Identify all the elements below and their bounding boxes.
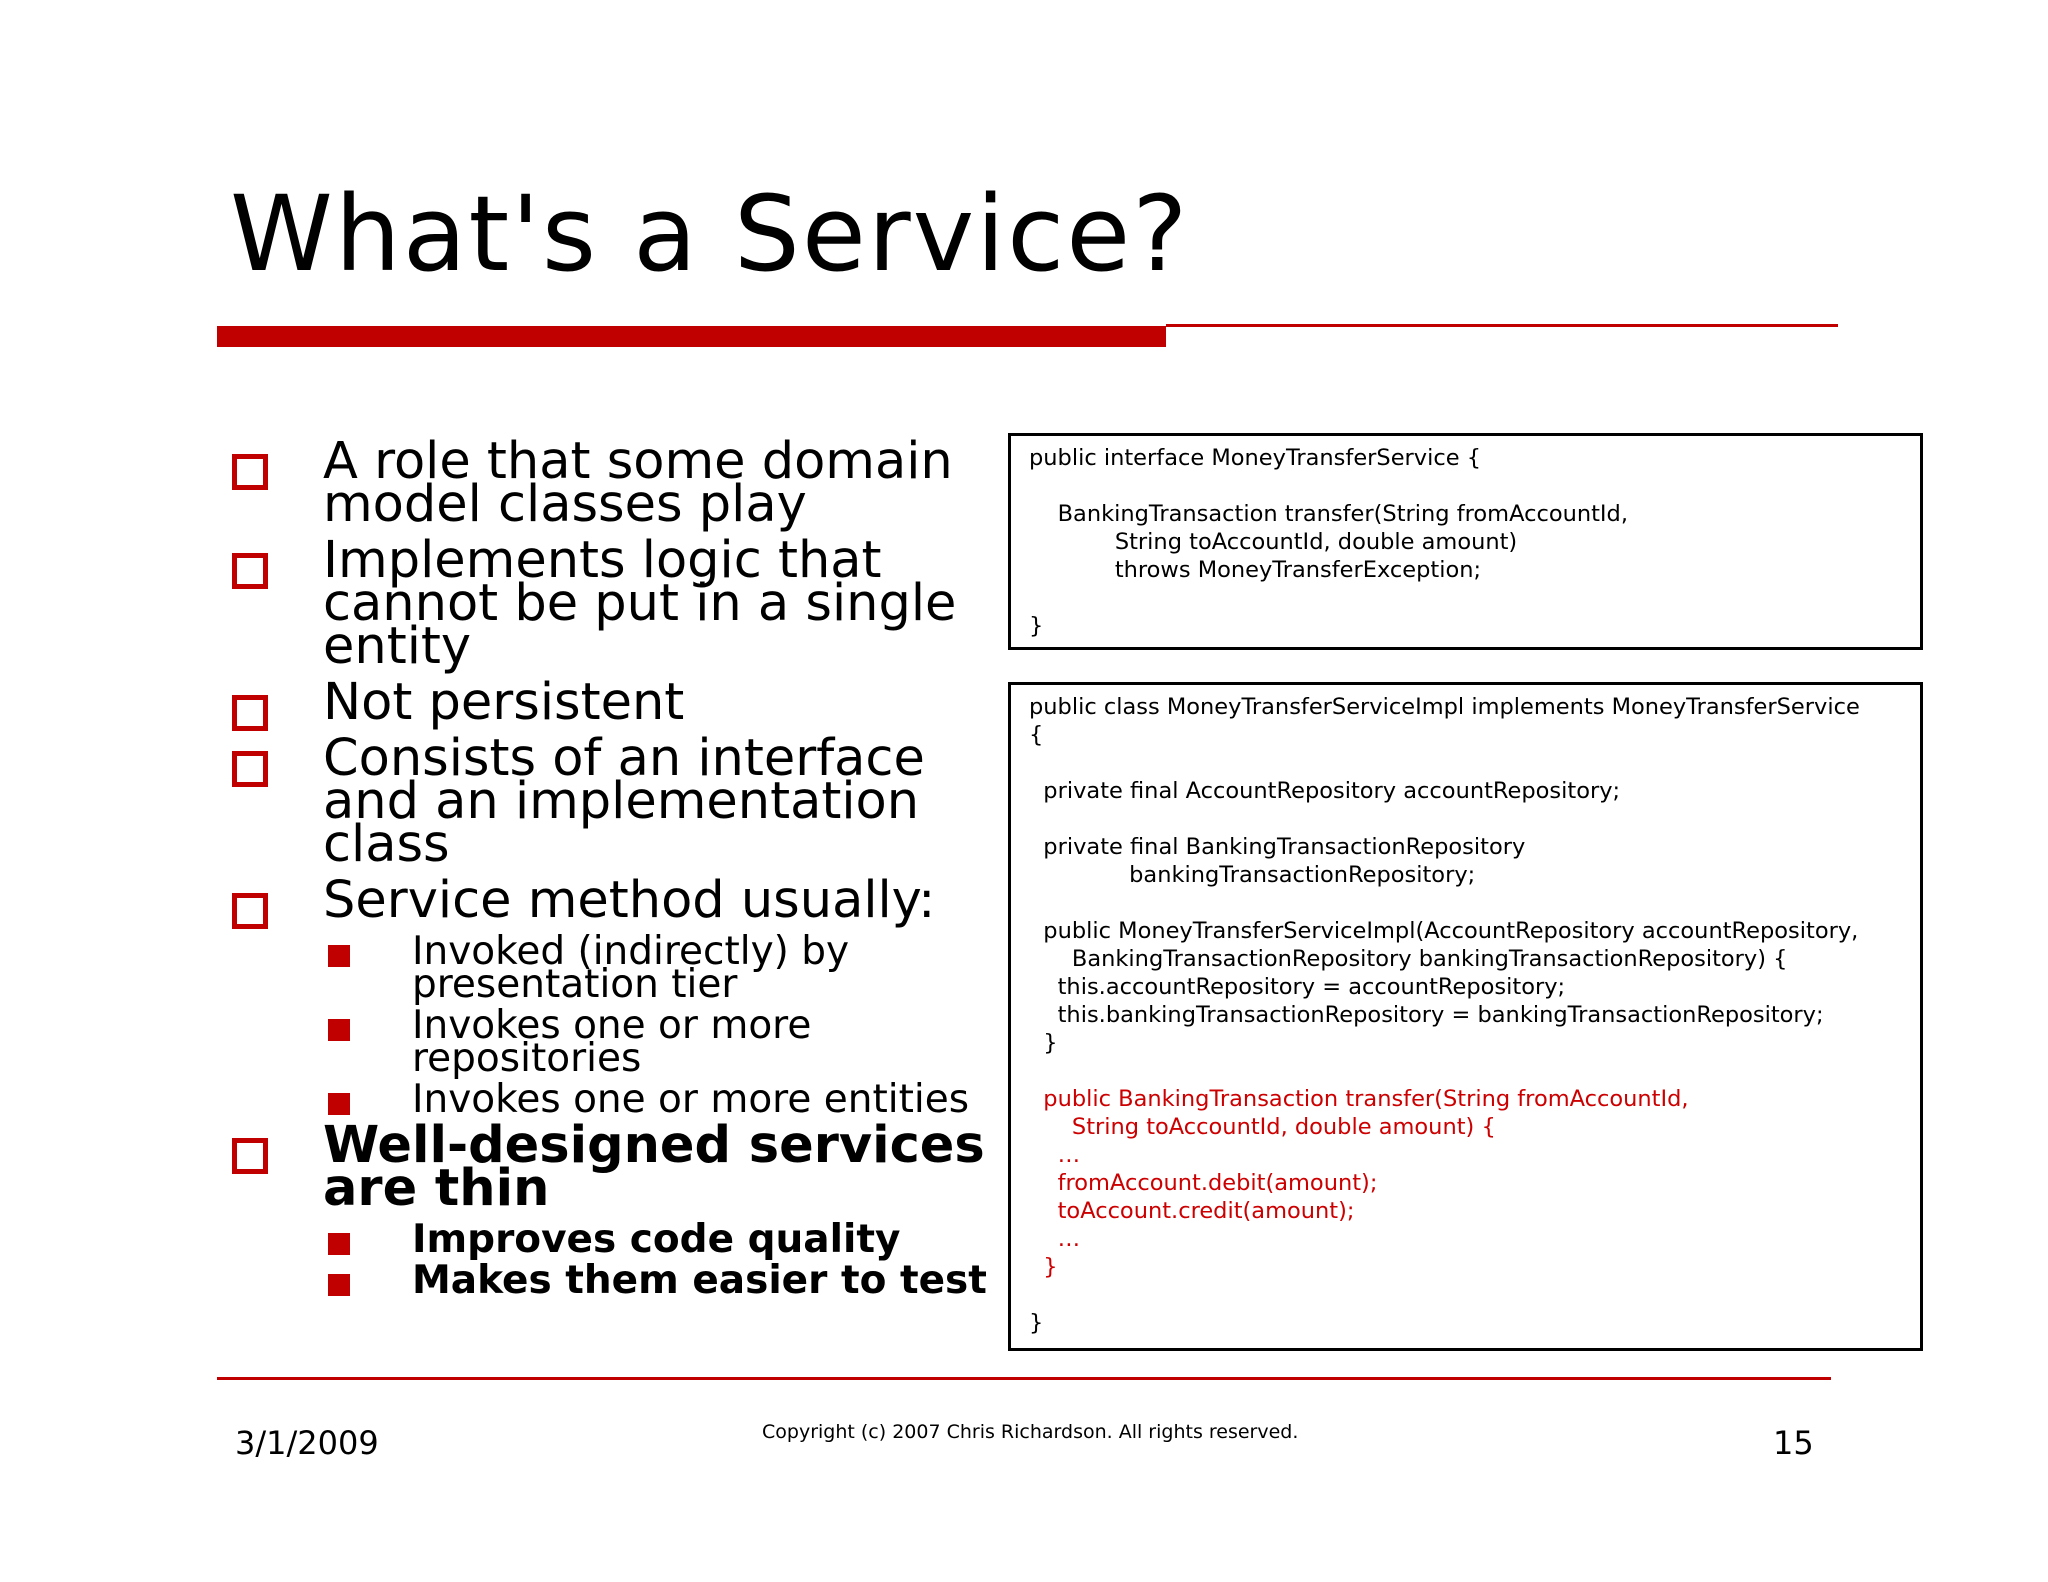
sub-bullet-text-line: Makes them easier to test: [412, 1258, 987, 1303]
bullet-item: [230, 531, 1000, 676]
bullet-text-line: model classes play: [323, 475, 807, 534]
sub-bullet-item: [230, 1258, 1000, 1303]
filled-square-bullet-icon: [328, 1093, 350, 1115]
code-line: fromAccount.debit(amount);: [1029, 1170, 1378, 1196]
bullet-text-line: entity: [323, 617, 472, 676]
code-line: {: [1029, 722, 1044, 748]
code-line: [1029, 584, 1906, 612]
code-line: public class MoneyTransferServiceImpl implements MoneyTransferService: [1029, 694, 1860, 720]
hollow-square-bullet-icon: [232, 1138, 268, 1174]
code-line: }: [1029, 1254, 1058, 1280]
sub-bullet-item: [230, 1217, 1000, 1262]
code-line: [1029, 1057, 1906, 1085]
code-line: …: [1029, 1142, 1081, 1168]
filled-square-bullet-icon: [328, 1019, 350, 1041]
filled-square-bullet-icon: [328, 945, 350, 967]
code-line: String toAccountId, double amount): [1029, 529, 1518, 555]
bullet-text-line: class: [323, 815, 450, 874]
interface-code-box: [1008, 433, 1923, 650]
implementation-code-box: [1008, 682, 1923, 1351]
title-underline-thin: [1166, 324, 1838, 327]
bullet-text-line: Consists of an interface: [323, 729, 925, 788]
code-line: this.accountRepository = accountRepository;: [1029, 974, 1566, 1000]
code-line: bankingTransactionRepository;: [1029, 862, 1476, 888]
sub-bullet-text-line: Invokes one or more: [412, 1003, 812, 1048]
bullet-text-line: Not persistent: [323, 673, 685, 732]
code-line: private final AccountRepository accountRepository;: [1029, 778, 1621, 804]
code-line: }: [1029, 1310, 1044, 1336]
bullet-item: [230, 432, 1000, 534]
footer-divider: [217, 1377, 1831, 1380]
footer-date: 3/1/2009: [235, 1424, 379, 1462]
bullet-text-line: A role that some domain: [323, 432, 953, 491]
sub-bullet-item: [230, 929, 1000, 1007]
slide-title: What's a Service?: [230, 173, 1190, 295]
code-line: }: [1029, 613, 1044, 639]
bullet-text-line: are thin: [323, 1159, 550, 1218]
code-line: throws MoneyTransferException;: [1029, 557, 1482, 583]
sub-bullet-text-line: Invokes one or more entities: [412, 1077, 970, 1122]
hollow-square-bullet-icon: [232, 893, 268, 929]
code-line: String toAccountId, double amount) {: [1029, 1114, 1496, 1140]
sub-bullet-text-line: presentation tier: [412, 962, 738, 1007]
sub-bullet-item: [230, 1003, 1000, 1081]
code-line: [1029, 1281, 1906, 1309]
bullet-text-line: Implements logic that: [323, 531, 882, 590]
bullet-text-line: Well-designed services: [323, 1116, 985, 1175]
code-line: [1029, 749, 1906, 777]
code-line: this.bankingTransactionRepository = bankingTransactionRepository;: [1029, 1002, 1824, 1028]
bullet-text-line: and an implementation: [323, 772, 920, 831]
sub-bullet-text-line: Improves code quality: [412, 1217, 901, 1262]
code-line: BankingTransactionRepository bankingTransactionRepository) {: [1029, 946, 1788, 972]
hollow-square-bullet-icon: [232, 751, 268, 787]
filled-square-bullet-icon: [328, 1233, 350, 1255]
hollow-square-bullet-icon: [232, 695, 268, 731]
code-line: BankingTransaction transfer(String fromAccountId,: [1029, 501, 1628, 527]
code-line: public BankingTransaction transfer(String fromAccountId,: [1029, 1086, 1689, 1112]
filled-square-bullet-icon: [328, 1274, 350, 1296]
hollow-square-bullet-icon: [232, 553, 268, 589]
code-line: public interface MoneyTransferService {: [1029, 445, 1482, 471]
bullet-item: [230, 871, 1000, 930]
footer-copyright: Copyright (c) 2007 Chris Richardson. All rights reserved.: [762, 1421, 1299, 1443]
bullet-item: [230, 673, 1000, 732]
bullet-item: [230, 1116, 1000, 1218]
code-line: [1029, 889, 1906, 917]
code-line: [1029, 472, 1906, 500]
bullet-list: [230, 432, 1000, 1305]
code-line: private final BankingTransactionRepository: [1029, 834, 1526, 860]
bullet-text-line: cannot be put in a single: [323, 574, 957, 633]
bullet-text-line: Service method usually:: [323, 871, 936, 930]
code-line: public MoneyTransferServiceImpl(AccountRepository accountRepository,: [1029, 918, 1859, 944]
code-line: toAccount.credit(amount);: [1029, 1198, 1355, 1224]
sub-bullet-text-line: Invoked (indirectly) by: [412, 929, 850, 974]
code-line: }: [1029, 1030, 1058, 1056]
sub-bullet-item: [230, 1077, 1000, 1122]
page-number: 15: [1773, 1424, 1814, 1462]
bullet-item: [230, 729, 1000, 874]
code-line: …: [1029, 1226, 1081, 1252]
hollow-square-bullet-icon: [232, 454, 268, 490]
sub-bullet-text-line: repositories: [412, 1036, 642, 1081]
title-underline-thick: [217, 326, 1166, 347]
code-line: [1029, 805, 1906, 833]
